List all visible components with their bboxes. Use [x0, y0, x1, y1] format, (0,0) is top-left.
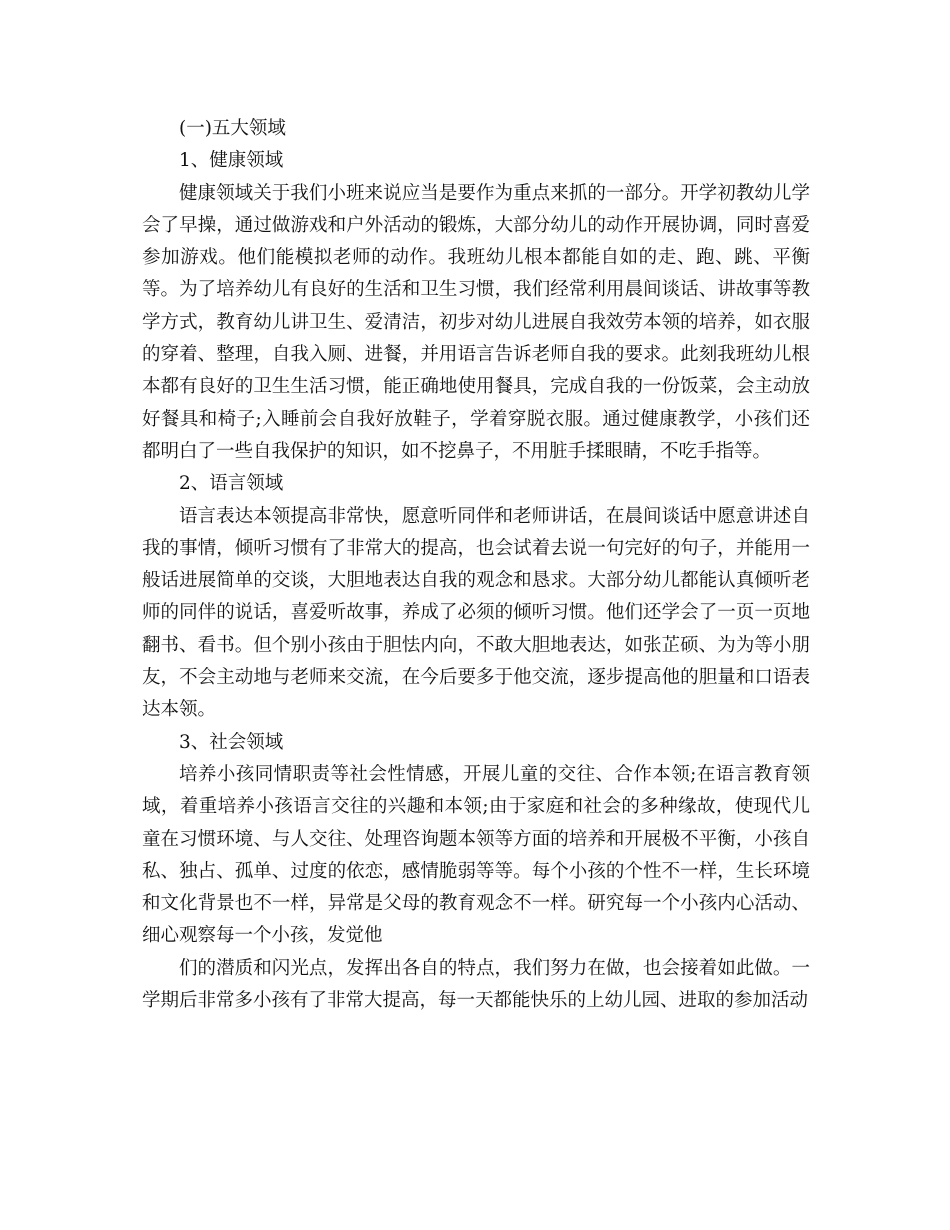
language-paragraph: 语言表达本领提高非常快，愿意听同伴和老师讲话，在晨间谈话中愿意讲述自我的事情，倾听习惯有了非常大的提高，也会试着去说一句完好的句子，并能用一般话进展简单的交谈，大胆地表达自我的观念和恳求。大部分幼儿都能认真倾听老师的同伴的说话，喜爱听故事，养成了必须的倾听习惯。他们还学会了一页一页地翻书、看书。但个别小孩由于胆怯内向，不敢大胆地表达，如张芷硕、为为等小朋友，不会主动地与老师来交流，在今后要多于他交流，逐步提高他的胆量和口语表达本领。	[142, 505, 810, 721]
document-body	[142, 113, 810, 1017]
social-paragraph-continued: 们的潜质和闪光点，发挥出各自的特点，我们努力在做，也会接着如此做。一学期后非常多小孩有了非常大提高，每一天都能快乐的上幼儿园、进取的参加活动	[142, 957, 810, 1012]
language-heading: 2、语言领域	[179, 473, 284, 495]
social-heading: 3、社会领域	[179, 731, 284, 753]
health-paragraph: 健康领域关于我们小班来说应当是要作为重点来抓的一部分。开学初教幼儿学会了早操，通过做游戏和户外活动的锻炼，大部分幼儿的动作开展协调，同时喜爱参加游戏。他们能模拟老师的动作。我班幼儿根本都能自如的走、跑、跳、平衡等。为了培养幼儿有良好的生活和卫生习惯，我们经常利用晨间谈话、讲故事等教学方式，教育幼儿讲卫生、爱清洁，初步对幼儿进展自我效劳本领的培养，如衣服的穿着、整理，自我入厕、进餐，并用语言告诉老师自我的要求。此刻我班幼儿根本都有良好的卫生生活习惯，能正确地使用餐具，完成自我的一份饭菜，会主动放好餐具和椅子;入睡前会自我好放鞋子，学着穿脱衣服。通过健康教学，小孩们还都明白了一些自我保护的知识，如不挖鼻子，不用脏手揉眼睛，不吃手指等。	[142, 182, 810, 462]
section-title: (一)五大领域	[179, 118, 286, 139]
health-heading: 1、健康领域	[179, 150, 284, 172]
social-paragraph: 培养小孩同情职责等社会性情感，开展儿童的交往、合作本领;在语言教育领域，着重培养小孩语言交往的兴趣和本领;由于家庭和社会的多种缘故，使现代儿童在习惯环境、与人交往、处理咨询题本领等方面的培养和开展极不平衡，小孩自私、独占、孤单、过度的依恋，感情脆弱等等。每个小孩的个性不一样，生长环境和文化背景也不一样，异常是父母的教育观念不一样。研究每一个小孩内心活动、细心观察每一个小孩，发觉他	[142, 763, 810, 947]
